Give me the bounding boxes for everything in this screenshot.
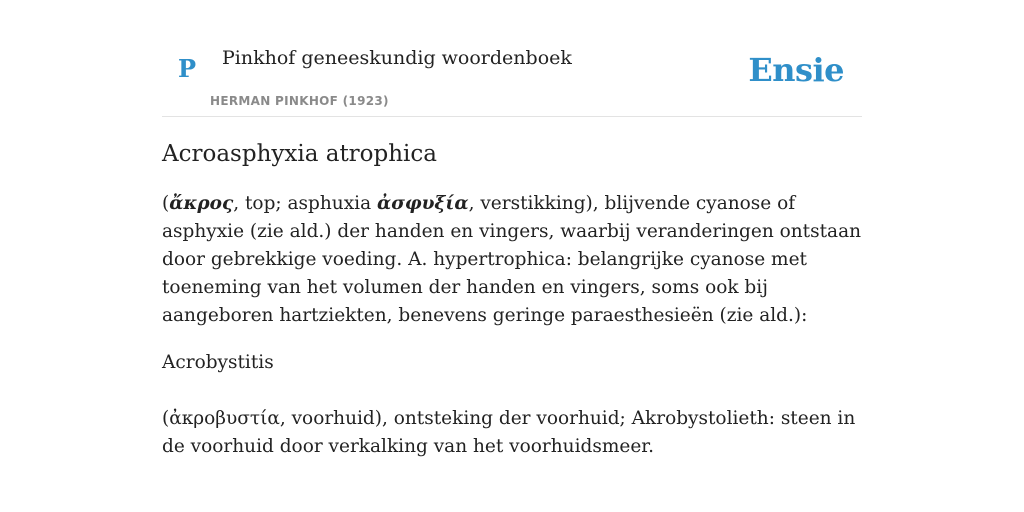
subentry-title: Acrobystitis xyxy=(162,352,274,373)
entry-paren-open: ( xyxy=(162,193,170,214)
ensie-logo[interactable]: Ensie xyxy=(748,51,844,89)
subentry-text: , voorhuid), ontsteking der voorhuid; Akrobystolieth: steen in de voorhuid door verkalking van het voorhuidsmeer. xyxy=(162,408,856,457)
entry-text-part1: , top; asphuxia xyxy=(233,193,377,214)
book-logo[interactable]: P xyxy=(178,54,197,83)
book-author[interactable]: HERMAN PINKHOF (1923) xyxy=(210,94,389,108)
subentry-definition xyxy=(162,405,862,461)
subentry-paren-open: ( xyxy=(162,408,170,429)
greek-term-akros: ἄκρος xyxy=(169,193,234,214)
book-title[interactable]: Pinkhof geneeskundig woordenboek xyxy=(222,47,572,69)
entry-definition xyxy=(162,190,862,330)
entry-title: Acroasphyxia atrophica xyxy=(162,141,438,167)
entry-content xyxy=(162,138,862,461)
page-header xyxy=(162,0,862,117)
greek-term-asphyxia: ἀσφυξία xyxy=(376,193,469,214)
greek-term-akrobustia: ἀκροβυστία xyxy=(169,408,280,429)
entry-text-part2: , verstikking), blijvende cyanose of asphyxie (zie ald.) der handen en vingers, waarbij veranderingen ontstaan door gebrekkige voeding. A. hypertrophica: belangrijke cyanose met toeneming van het volumen der handen en vingers, soms ook bij aangeboren hartziekten, benevens geringe paraesthesieën (zie ald.): xyxy=(162,193,862,326)
